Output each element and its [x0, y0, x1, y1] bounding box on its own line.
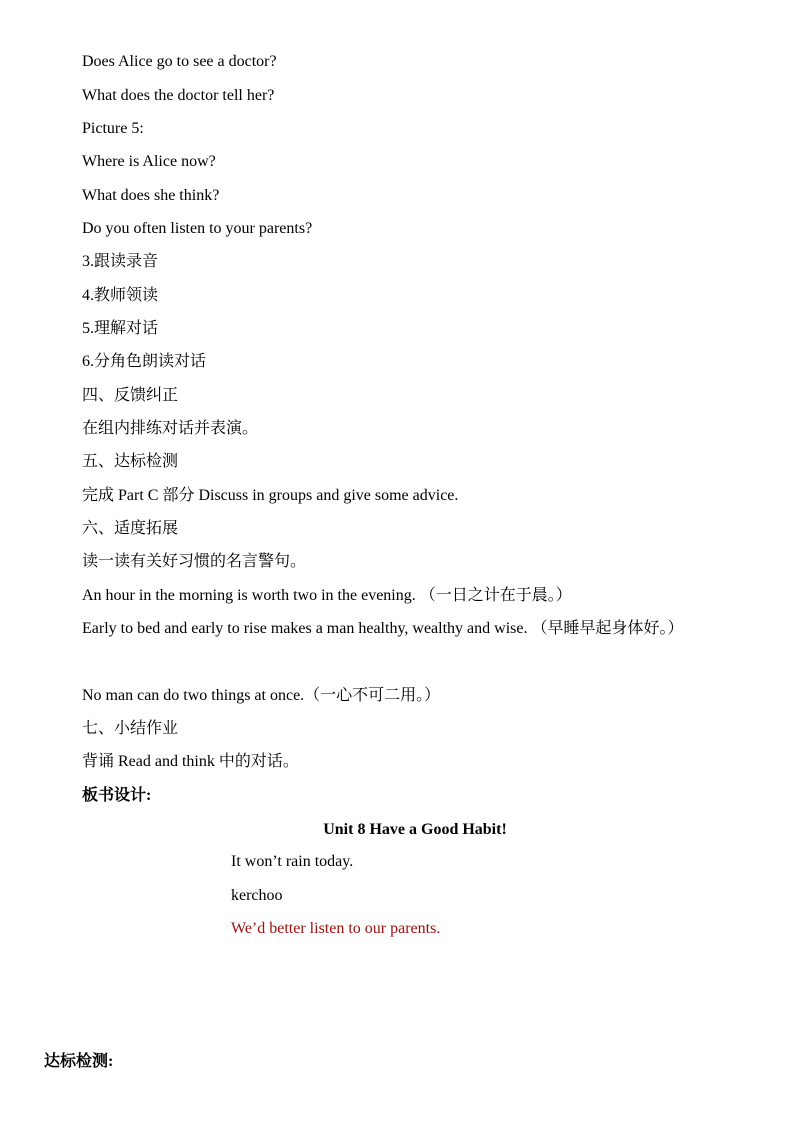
board-title: Unit 8 Have a Good Habit! — [323, 821, 507, 838]
section-5-text: 完成 Part C 部分 Discuss in groups and give some advice. — [82, 487, 459, 504]
question-doctor-advice: What does the doctor tell her? — [82, 87, 275, 104]
step-role-reading: 6.分角色朗读对话 — [82, 353, 207, 370]
board-line-kerchoo: kerchoo — [231, 887, 283, 904]
proverb-morning: An hour in the morning is worth two in the evening. （一日之计在于晨。） — [82, 587, 572, 604]
section-7-heading: 七、小结作业 — [82, 720, 179, 737]
section-4-text: 在组内排练对话并表演。 — [82, 420, 259, 437]
board-line-rain: It won’t rain today. — [231, 853, 354, 870]
picture-5-label: Picture 5: — [82, 120, 144, 137]
step-teacher-lead: 4.教师领读 — [82, 287, 159, 304]
question-alice-thinks: What does she think? — [82, 187, 220, 204]
question-doctor-visit: Does Alice go to see a doctor? — [82, 53, 277, 70]
step-follow-recording: 3.跟读录音 — [82, 253, 159, 270]
board-design-heading: 板书设计: — [82, 787, 152, 804]
section-7-text: 背诵 Read and think 中的对话。 — [82, 753, 299, 770]
question-listen-parents: Do you often listen to your parents? — [82, 220, 313, 237]
assessment-heading: 达标检测: — [44, 1053, 114, 1070]
section-5-heading: 五、达标检测 — [82, 453, 179, 470]
board-line-listen: We’d better listen to our parents. — [231, 920, 441, 937]
question-alice-location: Where is Alice now? — [82, 153, 216, 170]
section-6-heading: 六、适度拓展 — [82, 520, 179, 537]
proverb-one-thing: No man can do two things at once.（一心不可二用。） — [82, 687, 441, 704]
section-6-text: 读一读有关好习惯的名言警句。 — [82, 553, 307, 570]
section-4-heading: 四、反馈纠正 — [82, 387, 179, 404]
step-understand-dialogue: 5.理解对话 — [82, 320, 159, 337]
proverb-early-to-bed: Early to bed and early to rise makes a man healthy, wealthy and wise. （早睡早起身体好。） — [82, 620, 684, 637]
